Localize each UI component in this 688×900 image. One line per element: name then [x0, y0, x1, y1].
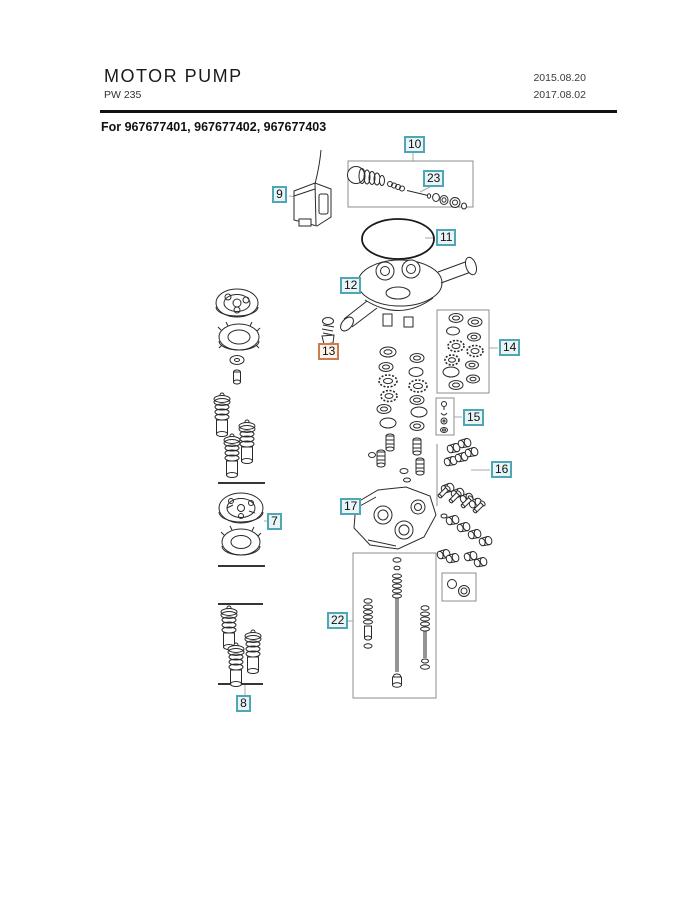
callout-7: 7 [267, 513, 282, 530]
part-14-seal-kit [443, 314, 483, 390]
revision-date-1: 2015.08.20 [533, 72, 586, 84]
callout-9: 9 [272, 186, 287, 203]
outlet-fittings [436, 548, 488, 596]
model-number: PW 235 [104, 89, 142, 101]
callout-15: 15 [463, 409, 484, 426]
applies-to-text: For 967677401, 967677402, 967677403 [101, 120, 327, 134]
callout-11: 11 [436, 229, 456, 246]
part-9-motor [294, 150, 331, 226]
callout-10: 10 [404, 136, 425, 153]
callout-16: 16 [491, 461, 512, 478]
revision-date-2: 2017.08.02 [533, 89, 586, 101]
part-10-valve-assembly [348, 167, 467, 210]
valve-seal-columns [369, 347, 428, 482]
callout-22: 22 [327, 612, 348, 629]
callout-17: 17 [340, 498, 361, 515]
part-8-piston-group [221, 606, 261, 687]
part-7-bearing-group [219, 493, 263, 555]
callout-14: 14 [499, 339, 520, 356]
part-15-hardware-kit [441, 402, 448, 433]
part-11-o-ring [362, 219, 434, 259]
part-16-fittings [440, 437, 483, 510]
callout-12: 12 [340, 277, 361, 294]
part-13-valve [322, 318, 334, 345]
callout-8: 8 [236, 695, 251, 712]
callout-23: 23 [423, 170, 444, 187]
page-title: MOTOR PUMP [104, 66, 243, 86]
swash-plate-and-pistons [214, 289, 260, 478]
callout-13: 13 [318, 343, 339, 360]
part-22-piston-rods [364, 558, 430, 687]
